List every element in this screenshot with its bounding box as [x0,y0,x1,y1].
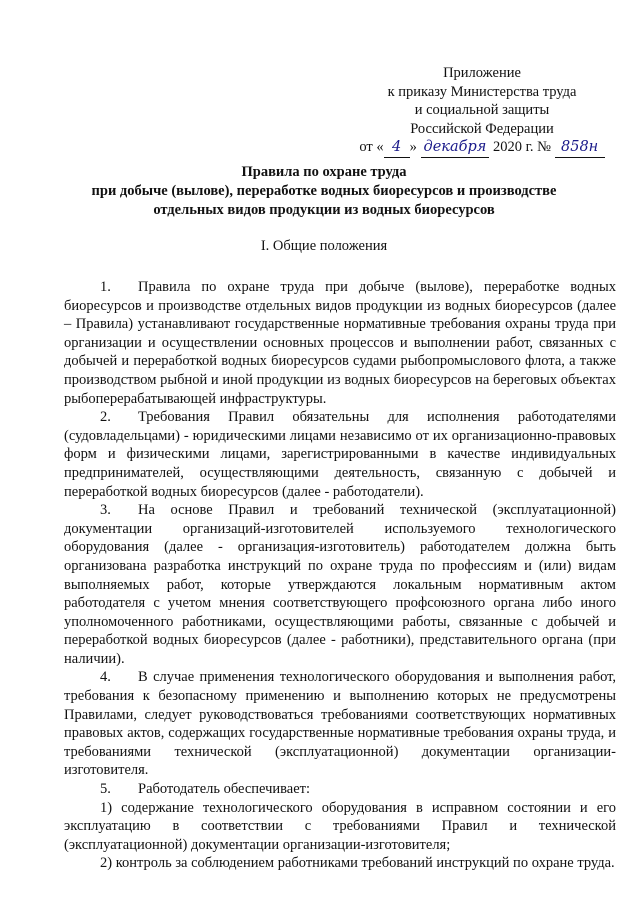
date-year: 2020 г. № [492,139,551,155]
paragraph-1 [64,278,616,408]
document-body [64,278,616,873]
section-heading: I. Общие положения [260,238,388,254]
paragraph-number: 4. [100,669,111,686]
handwritten-order-number: 858н [555,138,605,158]
paragraph-4 [64,668,616,780]
subitem-2: 2) контроль за соблюдением работниками требований инструкций по охране труда. [100,855,615,872]
paragraph-text: Правила по охране труда при добыче (вылове), переработке водных биоресурсов и производстве отдельных видов продукции из водных биоресурсов (далее – Правила) устанавливают государственные нормативные требования охраны труда при организации и осуществлении основных процессов и выполнении работ, связанных с добычей и переработкой водных биоресурсов судами рыбопромыслового флота, а также производством рыбной и иной продукции из водных биоресурсов на береговых объектах рыбоперерабатывающей инфраструктуры. [64,279,616,407]
date-mid: » [409,139,417,155]
title-line-3: отдельных видов продукции из водных биоресурсов [153,202,495,218]
handwritten-month: декабря [421,138,490,158]
appendix-order-ref: к приказу Министерства труда [387,83,577,100]
title-line-1: Правила по охране труда [241,164,407,180]
paragraph-text: Работодатель обеспечивает: [138,781,311,798]
handwritten-day: 4 [384,138,410,158]
paragraph-number: 3. [100,502,111,519]
paragraph-number: 2. [100,409,111,426]
document-title [60,163,588,220]
paragraph-number: 1. [100,279,111,295]
appendix-ministry-line: и социальной защиты [414,102,550,118]
appendix-date-line [352,138,612,158]
paragraph-text: Требования Правил обязательны для исполнения работодателями (судовладельцами) - юридическими лицами независимо от их организационно-правовых форм и физическими лицами, зарегистрированными в качестве индивидуальных предпринимателей, осуществляющими деятельность, связанную с добычей и переработкой водных биоресурсов (далее - работодатели). [64,409,616,500]
paragraph-number: 5. [100,781,111,798]
paragraph-3 [64,501,616,668]
paragraph-5 [64,780,616,799]
appendix-label: Приложение [443,65,521,81]
subitem-1: 1) содержание технологического оборудования в исправном состоянии и его эксплуатацию в соответствии с требованиями Правил и технической (эксплуатационной) документации организации-изготовителя; [64,799,616,853]
appendix-header [352,64,612,158]
paragraph-text: На основе Правил и требований технической (эксплуатационной) документации организаций-изготовителей используемого технологического оборудования (далее - организация-изготовитель) работодателем должна быть организована разработка инструкций по охране труда по профессиям и (или) видам выполняемых работ, которые утверждаются локальным нормативным актом работодателя с учетом мнения соответствующего профсоюзного органа либо иного уполномоченного работниками, осуществляющими работы, связанные с добычей и переработкой водных биоресурсов (далее - работники), представительного органа (при наличии). [64,502,616,667]
appendix-country-line: Российской Федерации [410,120,554,137]
date-prefix: от « [359,139,384,155]
paragraph-2 [64,408,616,501]
title-line-2: при добыче (вылове), переработке водных биоресурсов и производстве [91,183,557,199]
paragraph-text: В случае применения технологического оборудования и выполнения работ, требования к безопасному применению и выполнению которых не предусмотрены Правилами, следует руководствоваться требованиями соответствующих нормативных правовых актов, содержащих государственные нормативные требования охраны труда, и требованиями технической (эксплуатационной) документации организации-изготовителя. [64,669,616,779]
